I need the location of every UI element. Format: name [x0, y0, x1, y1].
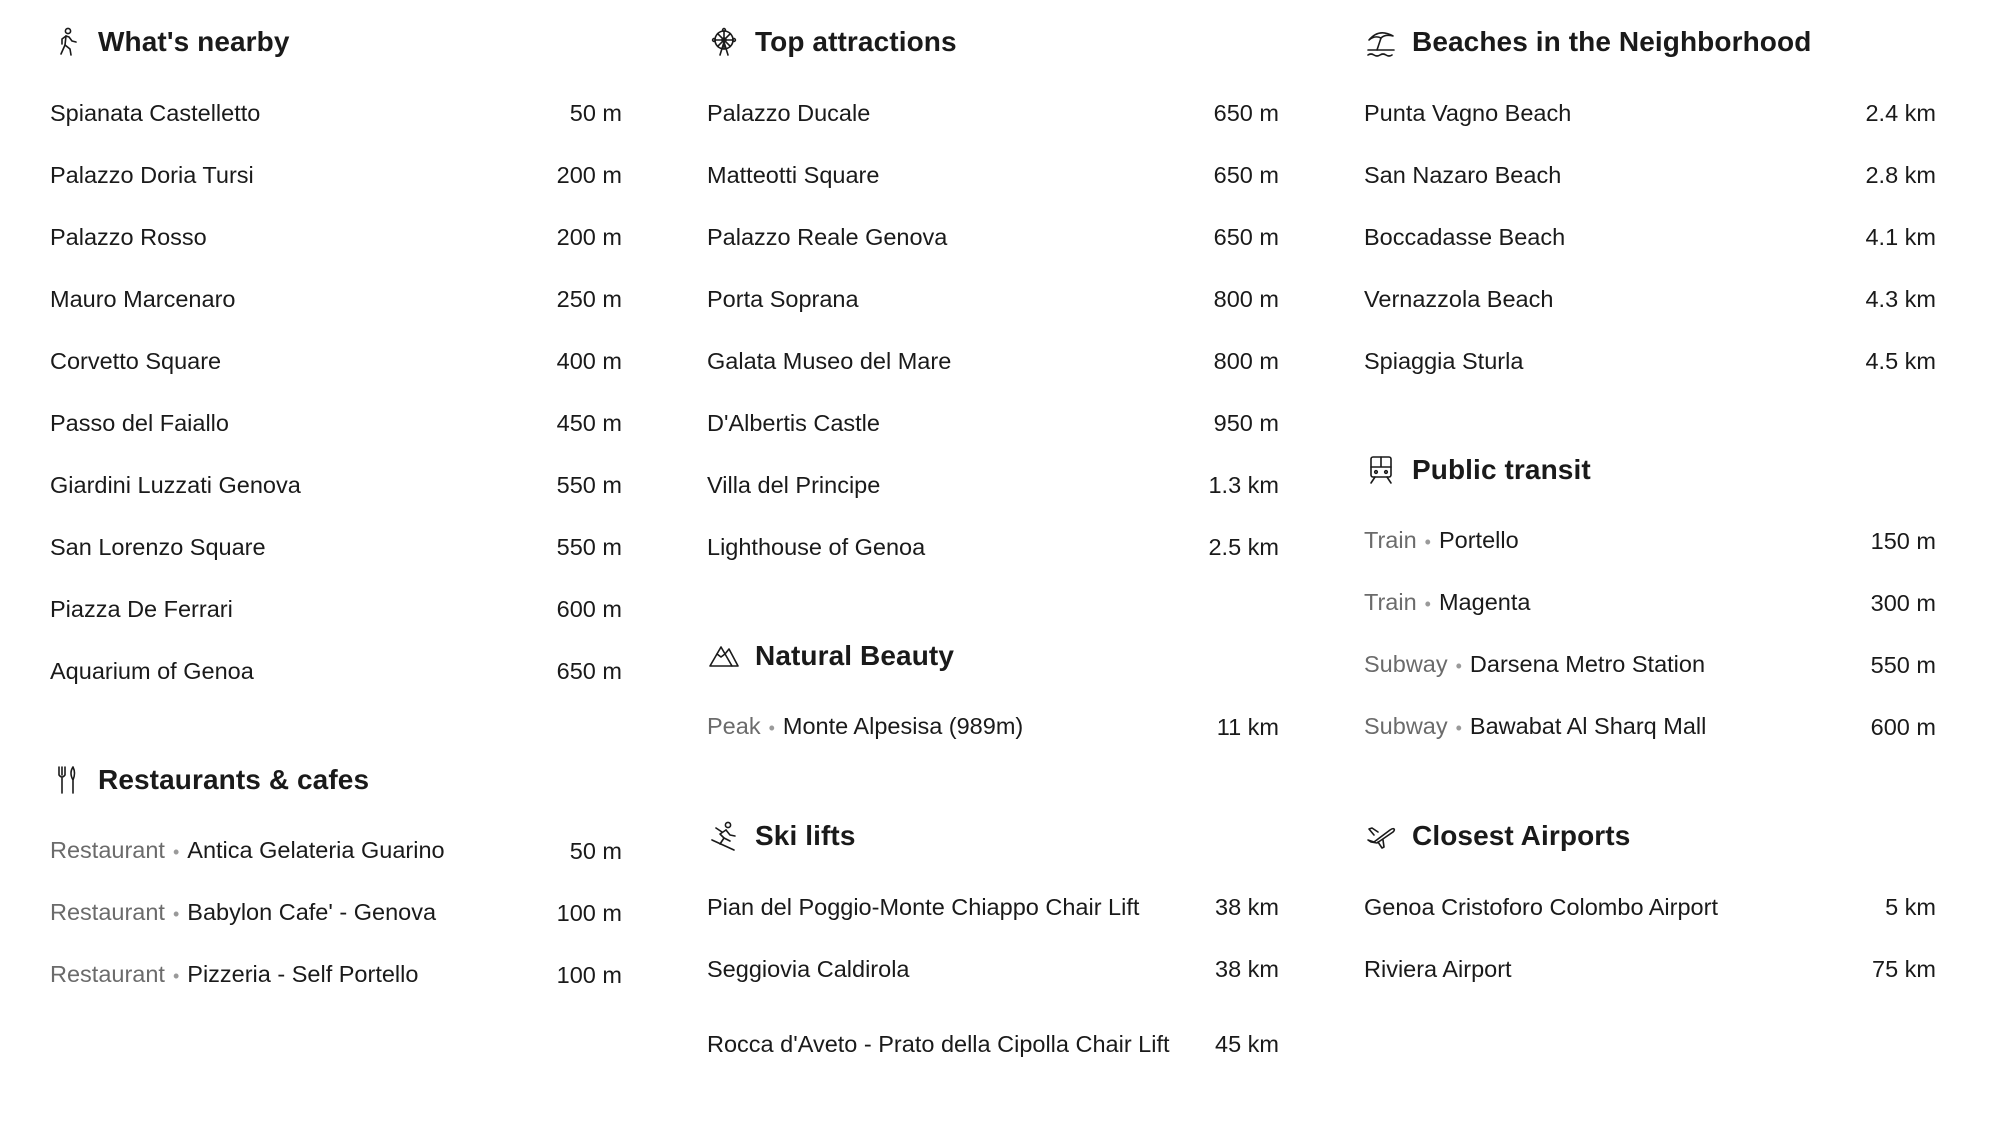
place-name-wrap — [707, 282, 1214, 316]
place-name-wrap — [1364, 344, 1865, 378]
place-name-wrap — [1364, 585, 1871, 621]
natural-list — [707, 696, 1279, 758]
place-name: San Nazaro Beach — [1364, 162, 1562, 188]
place-distance: 450 m — [556, 410, 622, 436]
place-name: Seggiovia Caldirola — [707, 956, 910, 982]
list-item[interactable] — [1364, 876, 1936, 938]
section-header — [1364, 18, 1936, 66]
list-item[interactable] — [707, 144, 1279, 206]
list-item[interactable] — [1364, 572, 1936, 634]
place-distance: 45 km — [1215, 1031, 1279, 1057]
place-name-wrap — [1364, 647, 1871, 683]
list-item[interactable] — [50, 578, 622, 640]
list-item[interactable] — [1364, 82, 1936, 144]
list-item[interactable] — [50, 516, 622, 578]
section-header — [50, 18, 622, 66]
place-name-wrap — [707, 952, 1215, 986]
place-name: D'Albertis Castle — [707, 410, 880, 436]
train-icon — [1364, 453, 1398, 487]
list-item[interactable] — [707, 516, 1279, 578]
place-name: Piazza De Ferrari — [50, 596, 233, 622]
place-name: Mauro Marcenaro — [50, 286, 236, 312]
mountain-icon — [707, 639, 741, 673]
place-category: Subway — [1364, 651, 1448, 677]
place-distance: 50 m — [569, 838, 622, 864]
place-name-wrap — [50, 592, 557, 626]
place-category: Restaurant — [50, 837, 165, 863]
place-distance: 600 m — [556, 596, 622, 622]
list-item[interactable] — [50, 820, 622, 882]
place-name-wrap — [50, 220, 557, 254]
place-distance: 5 km — [1885, 894, 1936, 920]
place-name: Matteotti Square — [707, 162, 880, 188]
list-item[interactable] — [1364, 268, 1936, 330]
place-name-wrap — [707, 406, 1214, 440]
place-name: Passo del Faiallo — [50, 410, 229, 436]
place-name-wrap — [50, 282, 557, 316]
list-item[interactable] — [1364, 206, 1936, 268]
place-name-wrap — [707, 220, 1214, 254]
place-distance: 600 m — [1870, 714, 1936, 740]
section-title: Public transit — [1412, 454, 1591, 485]
place-name: Corvetto Square — [50, 348, 222, 374]
place-distance: 250 m — [556, 286, 622, 312]
place-distance: 4.5 km — [1865, 348, 1936, 374]
place-name-wrap — [707, 344, 1214, 378]
place-name: Lighthouse of Genoa — [707, 534, 926, 560]
place-name: Palazzo Ducale — [707, 100, 871, 126]
place-distance: 300 m — [1870, 590, 1936, 616]
airplane-icon — [1364, 819, 1398, 853]
ferris-wheel-icon — [707, 25, 741, 59]
place-name-wrap — [50, 158, 557, 192]
place-distance: 950 m — [1213, 410, 1279, 436]
place-name: Babylon Cafe' - Genova — [187, 899, 437, 925]
place-name: Magenta — [1438, 589, 1531, 615]
section-header — [1364, 446, 1936, 494]
list-item[interactable] — [50, 144, 622, 206]
fork-knife-icon — [50, 763, 84, 797]
section-header — [50, 756, 622, 804]
place-name-wrap — [1364, 890, 1885, 924]
place-name: Rocca d'Aveto - Prato della Cipolla Chair Lift — [707, 1031, 1170, 1057]
place-name-wrap — [50, 468, 557, 502]
list-item[interactable] — [50, 330, 622, 392]
separator-dot-icon: • — [172, 842, 180, 862]
list-item[interactable] — [1364, 634, 1936, 696]
section-title: Beaches in the Neighborhood — [1412, 26, 1812, 57]
place-name: Villa del Principe — [707, 472, 881, 498]
place-distance: 650 m — [1213, 224, 1279, 250]
place-distance: 800 m — [1213, 348, 1279, 374]
place-distance: 75 km — [1872, 956, 1936, 982]
place-name-wrap — [50, 530, 557, 564]
place-name-wrap — [50, 833, 570, 869]
place-name: Pian del Poggio-Monte Chiappo Chair Lift — [707, 894, 1140, 920]
place-name-wrap — [1364, 158, 1865, 192]
place-name: Palazzo Doria Tursi — [50, 162, 254, 188]
section-header — [1364, 812, 1936, 860]
place-category: Restaurant — [50, 961, 165, 987]
airports-list — [1364, 876, 1936, 1000]
place-distance: 2.8 km — [1865, 162, 1936, 188]
section-title: Closest Airports — [1412, 820, 1631, 851]
place-category: Peak — [707, 713, 761, 739]
place-name: Darsena Metro Station — [1469, 651, 1706, 677]
section-natural-beauty — [707, 632, 1279, 758]
place-distance: 2.5 km — [1208, 534, 1279, 560]
section-title: Top attractions — [755, 26, 957, 57]
place-distance: 650 m — [1213, 100, 1279, 126]
place-distance: 650 m — [1213, 162, 1279, 188]
list-item[interactable] — [707, 1000, 1279, 1084]
section-public-transit — [1364, 446, 1936, 758]
list-item[interactable] — [707, 454, 1279, 516]
place-distance: 200 m — [556, 224, 622, 250]
place-name: Palazzo Reale Genova — [707, 224, 948, 250]
place-distance: 38 km — [1215, 956, 1279, 982]
place-distance: 4.3 km — [1865, 286, 1936, 312]
section-top-attractions — [707, 18, 1279, 578]
walking-person-icon — [50, 25, 84, 59]
place-name-wrap — [707, 1027, 1215, 1061]
place-category: Train — [1364, 527, 1417, 553]
separator-dot-icon: • — [172, 966, 180, 986]
place-name-wrap — [707, 530, 1208, 564]
section-header — [707, 18, 1279, 66]
place-name: Vernazzola Beach — [1364, 286, 1554, 312]
separator-dot-icon: • — [172, 904, 180, 924]
list-item[interactable] — [707, 876, 1279, 938]
attractions-list — [707, 82, 1279, 578]
beach-umbrella-icon — [1364, 25, 1398, 59]
place-name-wrap — [50, 96, 570, 130]
place-name-wrap — [707, 468, 1208, 502]
list-item[interactable] — [707, 696, 1279, 758]
separator-dot-icon: • — [1455, 718, 1462, 738]
place-distance: 4.1 km — [1865, 224, 1936, 250]
section-restaurants — [50, 756, 622, 1006]
section-title: Restaurants & cafes — [98, 764, 370, 795]
place-name: Riviera Airport — [1364, 956, 1512, 982]
transit-list — [1364, 510, 1936, 758]
list-item[interactable] — [707, 938, 1279, 1000]
place-name: Porta Soprana — [707, 286, 859, 312]
place-distance: 38 km — [1215, 894, 1279, 920]
column-middle — [707, 0, 1279, 1084]
place-distance: 550 m — [556, 472, 622, 498]
section-beaches — [1364, 18, 1936, 392]
place-name-wrap — [707, 709, 1217, 745]
list-item[interactable] — [707, 206, 1279, 268]
list-item[interactable] — [50, 206, 622, 268]
list-item[interactable] — [50, 640, 622, 702]
place-name: Bawabat Al Sharq Mall — [1469, 713, 1707, 739]
place-name-wrap — [707, 890, 1215, 924]
list-item[interactable] — [1364, 144, 1936, 206]
place-name: Galata Museo del Mare — [707, 348, 952, 374]
skier-icon — [707, 819, 741, 853]
separator-dot-icon: • — [768, 718, 775, 738]
list-item[interactable] — [50, 82, 622, 144]
place-distance: 1.3 km — [1208, 472, 1279, 498]
place-category: Subway — [1364, 713, 1448, 739]
section-header — [707, 812, 1279, 860]
nearby-list — [50, 82, 622, 702]
place-name: Giardini Luzzati Genova — [50, 472, 301, 498]
place-name-wrap — [1364, 709, 1871, 745]
place-name: Monte Alpesisa (989m) — [782, 713, 1024, 739]
list-item[interactable] — [1364, 696, 1936, 758]
place-distance: 550 m — [556, 534, 622, 560]
place-name: Aquarium of Genoa — [50, 658, 254, 684]
place-distance: 100 m — [556, 962, 622, 988]
section-title: Natural Beauty — [755, 640, 955, 671]
place-distance: 50 m — [569, 100, 622, 126]
beaches-list — [1364, 82, 1936, 392]
list-item[interactable] — [707, 392, 1279, 454]
place-distance: 11 km — [1216, 714, 1279, 740]
place-name: Portello — [1438, 527, 1519, 553]
place-distance: 800 m — [1213, 286, 1279, 312]
list-item[interactable] — [707, 82, 1279, 144]
list-item[interactable] — [50, 392, 622, 454]
place-name-wrap — [707, 158, 1214, 192]
separator-dot-icon: • — [1424, 532, 1431, 552]
column-right — [1364, 0, 1936, 1000]
place-name: San Lorenzo Square — [50, 534, 266, 560]
section-whats-nearby — [50, 18, 622, 702]
place-distance: 400 m — [556, 348, 622, 374]
place-distance: 100 m — [556, 900, 622, 926]
separator-dot-icon: • — [1455, 656, 1462, 676]
place-name: Spiaggia Sturla — [1364, 348, 1524, 374]
place-name: Pizzeria - Self Portello — [187, 961, 419, 987]
place-name-wrap — [50, 895, 557, 931]
restaurants-list — [50, 820, 622, 1006]
place-distance: 550 m — [1870, 652, 1936, 678]
section-header — [707, 632, 1279, 680]
place-name: Palazzo Rosso — [50, 224, 207, 250]
list-item[interactable] — [1364, 510, 1936, 572]
section-title: What's nearby — [98, 26, 290, 57]
list-item[interactable] — [1364, 938, 1936, 1000]
section-title: Ski lifts — [755, 820, 856, 851]
place-name-wrap — [1364, 952, 1872, 986]
list-item[interactable] — [50, 944, 622, 1006]
place-name-wrap — [50, 654, 557, 688]
place-category: Restaurant — [50, 899, 165, 925]
place-name-wrap — [1364, 220, 1865, 254]
place-name-wrap — [50, 957, 557, 993]
place-distance: 150 m — [1870, 528, 1936, 554]
list-item[interactable] — [50, 268, 622, 330]
place-category: Train — [1364, 589, 1417, 615]
place-distance: 2.4 km — [1865, 100, 1936, 126]
list-item[interactable] — [50, 882, 622, 944]
place-name: Punta Vagno Beach — [1364, 100, 1572, 126]
separator-dot-icon: • — [1424, 594, 1431, 614]
place-name-wrap — [707, 96, 1214, 130]
place-name: Spianata Castelletto — [50, 100, 261, 126]
list-item[interactable] — [50, 454, 622, 516]
list-item[interactable] — [707, 268, 1279, 330]
place-name-wrap — [1364, 282, 1865, 316]
place-name-wrap — [50, 406, 557, 440]
section-closest-airports — [1364, 812, 1936, 1000]
list-item[interactable] — [707, 330, 1279, 392]
place-name-wrap — [1364, 523, 1871, 559]
list-item[interactable] — [1364, 330, 1936, 392]
place-name-wrap — [1364, 96, 1865, 130]
ski-list — [707, 876, 1279, 1084]
place-name: Boccadasse Beach — [1364, 224, 1566, 250]
place-name: Genoa Cristoforo Colombo Airport — [1364, 894, 1718, 920]
section-ski-lifts — [707, 812, 1279, 1084]
column-left — [50, 0, 622, 1006]
place-distance: 650 m — [556, 658, 622, 684]
place-name: Antica Gelateria Guarino — [187, 837, 445, 863]
place-distance: 200 m — [556, 162, 622, 188]
place-name-wrap — [50, 344, 557, 378]
